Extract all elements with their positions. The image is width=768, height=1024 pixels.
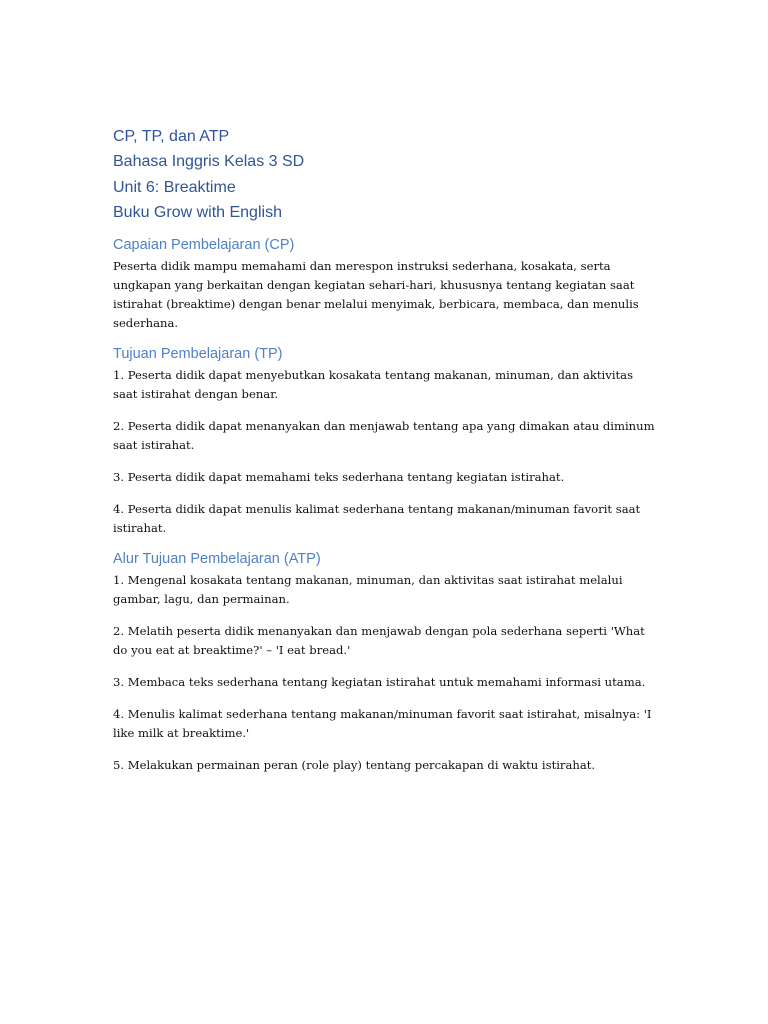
tp-item: 1. Peserta didik dapat menyebutkan kosakata tentang makanan, minuman, dan aktivitas saat istirahat dengan benar. [113,368,634,402]
atp-item: 5. Melakukan permainan peran (role play) tentang percakapan di waktu istirahat. [113,758,596,773]
tp-section [113,344,658,538]
title-line: Bahasa Inggris Kelas 3 SD [113,153,305,171]
atp-item: 4. Menulis kalimat sederhana tentang makanan/minuman favorit saat istirahat, misalnya: 'I like milk at breaktime.' [113,707,652,741]
atp-section [113,549,658,775]
atp-item: 2. Melatih peserta didik menanyakan dan menjawab dengan pola sederhana seperti 'What do you eat at breaktime?' – 'I eat bread.' [113,624,645,658]
atp-item: 1. Mengenal kosakata tentang makanan, minuman, dan aktivitas saat istirahat melalui gambar, lagu, dan permainan. [113,573,623,607]
title-line: Buku Grow with English [113,203,282,221]
tp-heading: Tujuan Pembelajaran (TP) [113,346,283,363]
tp-item: 3. Peserta didik dapat memahami teks sederhana tentang kegiatan istirahat. [113,470,565,485]
title-line: CP, TP, dan ATP [113,128,230,145]
atp-item: 3. Membaca teks sederhana tentang kegiatan istirahat untuk memahami informasi utama. [113,675,646,690]
tp-item: 4. Peserta didik dapat menulis kalimat sederhana tentang makanan/minuman favorit saat istirahat. [113,502,641,536]
cp-paragraph: Peserta didik mampu memahami dan merespon instruksi sederhana, kosakata, serta ungkapan yang berkaitan dengan kegiatan sehari-hari, khususnya tentang kegiatan saat istirahat (breaktime) dengan benar melalui menyimak, berbicara, membaca, dan menulis sederhana. [113,259,639,331]
document-page [113,124,658,788]
atp-heading: Alur Tujuan Pembelajaran (ATP) [113,551,321,568]
title-line: Unit 6: Breaktime [113,178,236,196]
cp-heading: Capaian Pembelajaran (CP) [113,237,295,254]
document-title [113,124,658,225]
cp-section [113,235,658,333]
tp-item: 2. Peserta didik dapat menanyakan dan menjawab tentang apa yang dimakan atau diminum saat istirahat. [113,419,655,453]
